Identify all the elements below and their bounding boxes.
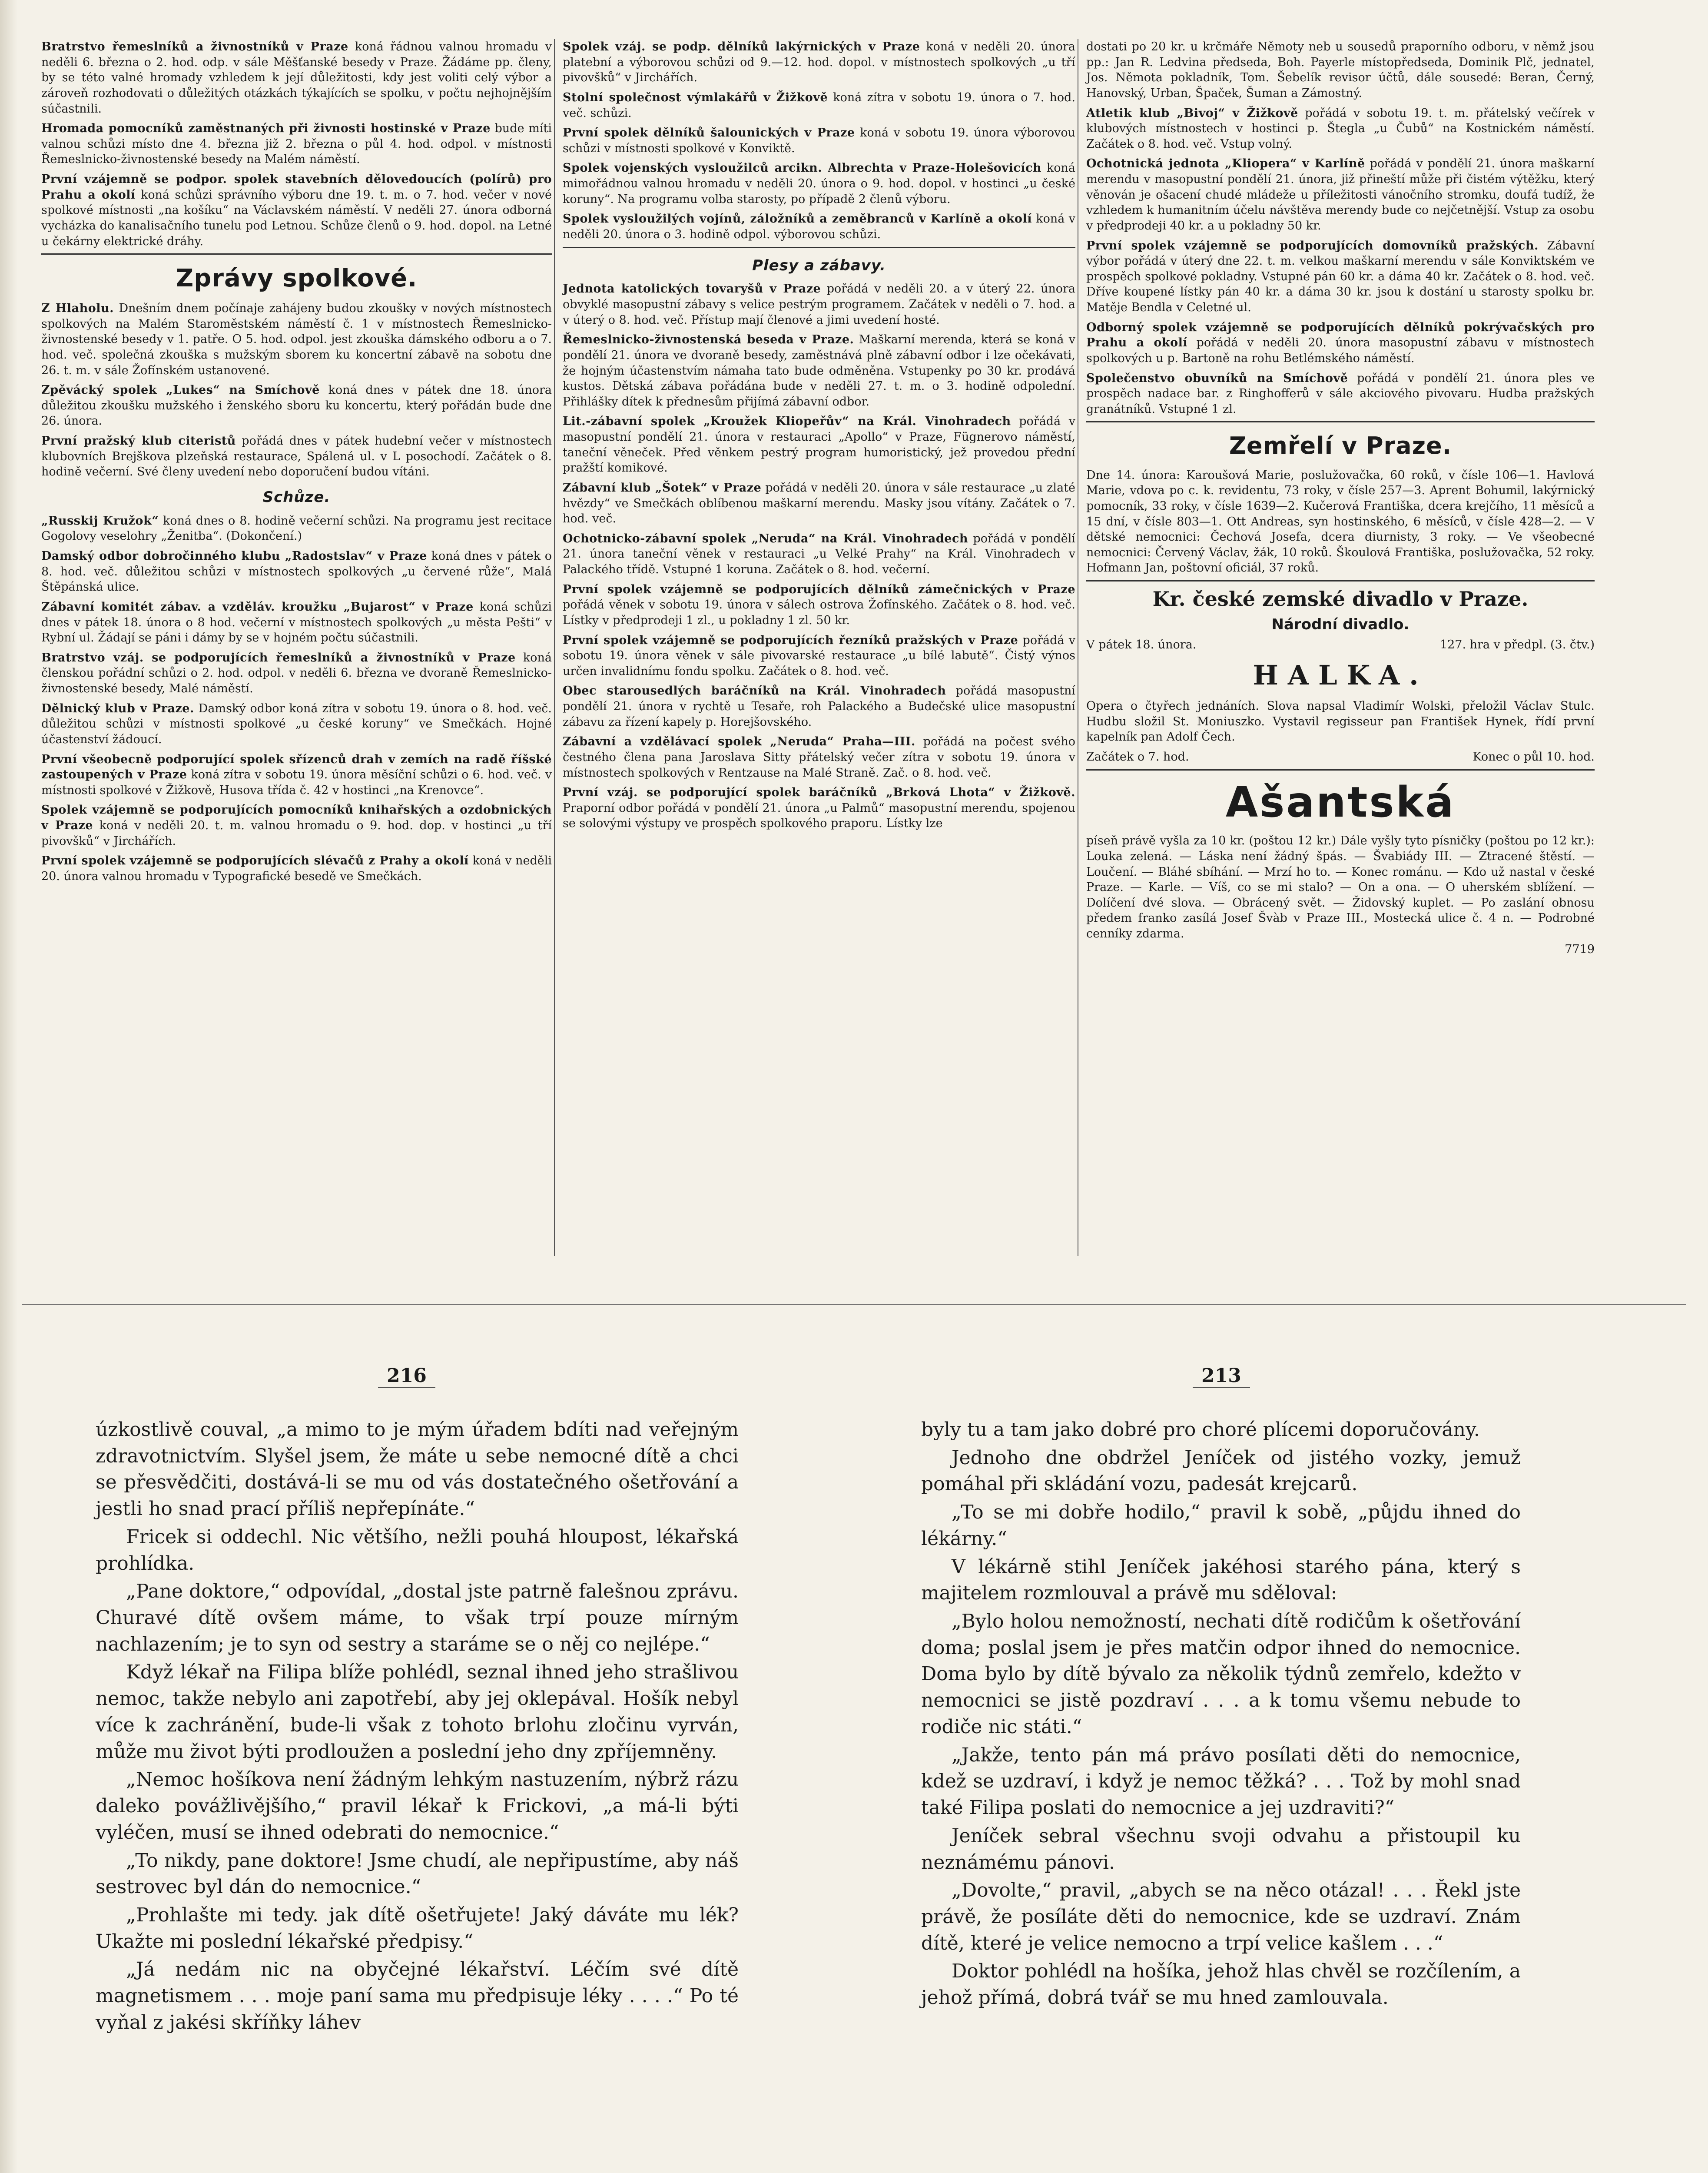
theatre-subheading: Národní divadlo. [1271, 615, 1410, 633]
notice-lead: Obec starousedlých baráčníků na Král. Vinohradech [563, 684, 946, 698]
section-rule [41, 253, 552, 255]
notice-text: pořádá v neděli 20. února v sále restaurace „u zlaté hvězdy“ ve Smečkách oblíbenou maškarní merendu. Masky jsou vítány. Začátek o 7. hod. več. [563, 481, 1075, 526]
notice-lead: Zábavní komitét zábav. a vzděláv. kroužku „Bujarost“ v Praze [41, 600, 474, 614]
notices-group-1a [41, 39, 552, 249]
notice-text: pořádá v pondělí 21. února ples ve prospěch nadace bar. z Ringhofferů v sále akciového pivovaru. Hudba pražských granátníků. Vstupné 1 zl. [1086, 371, 1595, 416]
notice-item [1086, 238, 1595, 316]
notice-lead: První vzáj. se podporující spolek baráčníků „Brková Lhota“ v Žižkově. [563, 786, 1075, 800]
notice-text: Zábavní výbor pořádá v úterý dne 22. t. m. velkou maškarní merendu v sále Konviktském ve prospěch spolkové pokladny. Vstupné pán 60 kr. a dáma 40 kr. Začátek o 8. hod. več. Dříve koupené lístky pán 40 kr. a dáma 30 kr. jsou k dostání u starosty spolku br. Matěje Bendla v Celetné ul. [1086, 239, 1595, 314]
notice-item [41, 172, 552, 249]
book-paragraph: Fricek si oddechl. Nic většího, nežli pouhá hloupost, lékařská prohlídka. [96, 1525, 739, 1575]
notice-text: koná řádnou valnou hromadu v neděli 6. března o 2. hod. odp. v sále Měšťanské besedy v Praze. Žádáme pp. členy, by se této valné hromady vzhledem k její důležitosti, kdy jest voliti celý výbor a zároveň rozhodovati o důležitých otázkách týkajících se spolku, v počtu nejhojnějším súčastnili. [41, 40, 552, 116]
notice-text: koná zítra v sobotu 19. února o 7. hod. več. schůzi. [563, 90, 1075, 120]
notice-lead: První spolek dělníků šalounických v Praze [563, 126, 855, 140]
column-3 [1078, 39, 1595, 1256]
notice-item [563, 332, 1075, 409]
notice-text: koná dnes v pátek o 8. hod. več. důležitou schůzi v místnostech spolkových „u červené růže“, Malá Štěpánská ulice. [41, 549, 552, 594]
notice-item [1086, 320, 1595, 366]
notice-lead: Stolní společnost výmlakářů v Žižkově [563, 90, 828, 104]
notice-lead: „Russkij Kružok“ [41, 514, 159, 528]
book-paragraph: „To nikdy, pane doktore! Jsme chudí, ale nepřipustíme, aby náš sestrovec byl dán do nemocnice.“ [96, 1849, 739, 1898]
notice-item [1086, 39, 1595, 101]
notice-lead: Dělnický klub v Praze. [41, 701, 194, 715]
notice-text: koná členskou pořádní schůzi o 2. hod. odpol. v neděli 6. března ve dvoraně Řemeslnicko-živnostenské besedy, Malé náměstí. [41, 651, 552, 696]
notice-lead: Spolek vysloužilých vojínů, záložníků a zeměbranců v Karlíně a okolí [563, 212, 1032, 226]
section-rule [1086, 421, 1595, 422]
book-paragraph: V lékárně stihl Jeníček jakéhosi starého pána, který s majitelem rozmlouval a právě mu sděloval: [921, 1555, 1521, 1605]
notice-text: pořádá na počest svého čestného člena pana Jaroslava Sitty přátelský večer zítra v sobotu 19. února v místnostech spolkových v Rentzause na Malé Straně. Zač. o 8. hod. več. [563, 735, 1075, 780]
notices-group-1b [41, 301, 552, 480]
notice-lead: Ochotnicko-zábavní spolek „Neruda“ na Král. Vinohradech [563, 532, 968, 545]
notice-item [41, 802, 552, 849]
notices-group-2a [563, 39, 1075, 243]
ad-title: Ašantská [1225, 777, 1456, 827]
book-paragraph: Jeníček sebral všechnu svoji odvahu a přistoupil ku neznámému pánovi. [921, 1824, 1521, 1874]
theatre-start: Začátek o 7. hod. [1086, 750, 1189, 764]
notice-item [41, 548, 552, 595]
notice-item [563, 125, 1075, 156]
notice-lead: Atletik klub „Bivoj“ v Žižkově [1086, 106, 1298, 120]
notice-item [563, 90, 1075, 121]
notice-text: dostati po 20 kr. u krčmáře Němoty neb u sousedů praporního odboru, v němž jsou pp.: Jan R. Ledvina předseda, Boh. Payerle místopředseda, Dominik Plč, jednatel, Jos. Němota pokladník, Tom. Šebelík revisor účtů, dále sousedé: Beran, Černý, Hanovský, Urban, Špaček, Šuman a Zámostný. [1086, 40, 1595, 100]
notices-group-2b [563, 281, 1075, 831]
book-paragraph: „Prohlašte mi tedy. jak dítě ošetřujete! Jaký dáváte mu lék? Ukažte mi poslední lékařské předpisy.“ [96, 1904, 739, 1953]
notice-item [563, 683, 1075, 730]
book-paragraph: „Já nedám nic na obyčejné lékařství. Léčím své dítě magnetismem . . . moje paní sama mu předpisuje léky . . . .“ Po té vyňal z jakési skříňky láhev [96, 1958, 739, 2033]
notice-item [563, 633, 1075, 679]
heading-schuze: Schůze. [262, 488, 331, 506]
notice-text: koná schůzi dnes v pátek 18. února o 8 hod. večerní v místnostech spolkových „u města Pešti“ v Rybní ul. Žádají se páni i dámy by se v hojném počtu súčastnili. [41, 600, 552, 645]
notice-item [41, 650, 552, 697]
deaths-list: Dne 14. února: Karoušová Marie, poslužovačka, 60 roků, v čísle 106—1. Havlová Marie, vdova po c. k. revidentu, 73 roky, v čísle 257—3. Aprent Bohumil, lakýrnický pomocník, 33 roky, v čísle 1639—2. Kučerová Františka, dcera krejčího, 11 měsíců a 15 dní, v čísle 803—1. Ott Andreas, syn hostinského, 6 měsíců, v čísle 428—2. — V dětské nemocnici: Čechová Josefa, dcera diurnisty, 3 roky. — Ve všeobecné nemocnici: Červený Václav, žák, 10 roků. Škoulová Františka, poslužovačka, 52 roky. Hofmann Jan, poštovní oficiál, 37 roků. [1086, 468, 1595, 575]
notice-lead: Řemeslnicko-živnostenská beseda v Praze. [563, 333, 854, 347]
notice-item [41, 752, 552, 798]
notices-group-1c [41, 513, 552, 884]
notice-item [1086, 156, 1595, 233]
notice-text: koná mimořádnou valnou hromadu v neděli 20. února o 9. hod. dopol. v hostinci „u české koruny“. Na programu volba starosty, po případě 2 členů výboru. [563, 161, 1075, 206]
notice-lead: První pražský klub citeristů [41, 434, 236, 448]
notice-lead: První vzájemně se podpor. spolek stavebních dělovedoucích (polírů) pro Prahu a okolí [41, 173, 552, 202]
opera-title: HALKA. [1253, 659, 1428, 691]
notice-item [41, 433, 552, 480]
section-rule [1086, 580, 1595, 581]
notice-item [41, 599, 552, 646]
notice-lead: První spolek vzájemně se podporujících domovníků pražských. [1086, 239, 1539, 253]
theatre-end: Konec o půl 10. hod. [1473, 750, 1595, 764]
opera-description: Opera o čtyřech jednáních. Slova napsal Vladimír Wolski, přeložil Václav Stulc. Hudbu složil St. Moniuszko. Vystavil regisseur pan František Hynek, řídí první kapelník pan Adolf Čech. [1086, 699, 1595, 744]
notice-text: koná v neděli 20. února valnou hromadu v Typografické besedě ve Smečkách. [41, 854, 552, 883]
notice-text: Damský odbor koná zítra v sobotu 19. února o 8. hod. več. důležitou schůzi v místnosti spolkové „u české koruny“ ve Smečkách. Hojné účastenství žádoucí. [41, 701, 552, 746]
notice-item [563, 785, 1075, 831]
notice-item [563, 531, 1075, 578]
book-paragraph: úzkostlivě couval, „a mimo to je mým úřadem bdíti nad veřejným zdravotnictvím. Slyšel jsem, že máte u sebe nemocné dítě a chci se přesvědčiti, dostává-li se mu od vás dostatečného ošetřování a jestli ho snad prací příliš nepřepínáte.“ [96, 1419, 739, 1520]
notice-text: koná zítra v sobotu 19. února měsíční schůzi o 6. hod. več. v místnosti spolkové v Žižkově, Husova třída č. 42 v hostinci „na Krenovce“. [41, 768, 552, 797]
book-paragraph: „Dovolte,“ pravil, „abych se na něco otázal! . . . Řekl jste právě, že posíláte děti do nemocnice, kde se uzdraví. Znám dítě, které je velice nemocno a trpí velice kašlem . . .“ [921, 1879, 1521, 1954]
page-divider [22, 1304, 1686, 1305]
heading-plesy-a-zabavy: Plesy a zábavy. [752, 256, 886, 274]
book-paragraph: „Nemoc hošíkova není žádným lehkým nastuzením, nýbrž rázu daleko povážlivějšího,“ pravil lékař k Frickovi, „a má-li býti vyléčen, musí se ihned odebrati do nemocnice.“ [96, 1768, 739, 1844]
notice-text: pořádá věnek v sobotu 19. února v sálech ostrova Žofínského. Začátek o 8. hod. več. Lístky v předprodeji 1 zl., u pokladny 1 zl. 50 kr. [563, 598, 1075, 627]
notice-lead: Bratrstvo vzáj. se podporujících řemeslníků a živnostníků v Praze [41, 651, 516, 665]
left-page-number: 216 [378, 1365, 435, 1388]
notice-text: pořádá v neděli 20. a v úterý 22. února obvyklé masopustní zábavy s velice pestrým programem. Začátek v neděli o 7. hod. a v úterý o 8. hod. več. Přístup mají členové a jimi uvedení hosté. [563, 282, 1075, 327]
theatre-date-row [1086, 637, 1595, 653]
notice-text: pořádá v pondělí 21. února taneční věnek v restauraci „u Velké Prahy“ na Král. Vinohradech v Palackého třídě. Vstupné 1 koruna. Začátek o 8. hod. večerní. [563, 532, 1075, 576]
heading-zpravy-spolkove: Zprávy spolkové. [176, 264, 418, 293]
notice-lead: Hromada pomocníků zaměstnaných při živnosti hostinské v Praze [41, 122, 491, 136]
notice-item [41, 301, 552, 378]
notice-item [563, 39, 1075, 86]
book-paragraph: Doktor pohlédl na hošíka, jehož hlas chvěl se rozčílením, a jehož přímá, dobrá tvář se mu hned zamlouvala. [921, 1960, 1521, 2009]
book-paragraph: „Bylo holou nemožností, nechati dítě rodičům k ošetřování doma; poslal jsem je přes matčin odpor ihned do nemocnice. Doma bylo by dítě bývalo za několik týdnů zemřelo, kdežto v nemocnici se jistě pozdraví . . . a k tomu všemu nebude to rodiče nic státi.“ [921, 1610, 1521, 1738]
book-paragraph: „Pane doktore,“ odpovídal, „dostal jste patrně falešnou zprávu. Churavé dítě ovšem máme, to však trpí pouze mírným nachlazením; je to syn od sestry a staráme se o něj co nejlépe.“ [96, 1580, 739, 1655]
notice-item [41, 853, 552, 884]
notice-lead: První všeobecně podporující spolek sřízenců drah v zemích na radě říšské zastoupených v Praze [41, 752, 552, 782]
notice-lead: Zábavní klub „Šotek“ v Praze [563, 481, 762, 495]
notice-text: pořádá masopustní pondělí 21. února v rychtě u Tesaře, roh Palackého a Budečské ulice masopustní zábavu za řízení kapely p. Horejšovského. [563, 684, 1075, 729]
book-paragraph: „Jakže, tento pán má právo posílati děti do nemocnice, kdež se uzdraví, i když je nemoc těžká? . . . Tož by mohl snad také Filipa poslati do nemocnice a jej uzdraviti?“ [921, 1744, 1521, 1819]
notice-text: bude míti valnou schůzi místo dne 4. března již 2. března o půl 4. hod. odpol. v místnosti Řemeslnicko-živnostenské besedy na Malém náměstí. [41, 122, 552, 166]
notice-text: pořádá v pondělí 21. února maškarní merendu v masopustní pondělí 21. února, již přineští může při čistém výtěžku, který věnován je ošacení chudé mládeže u příležitosti vánočního stromku, doufá tudíž, že vzhledem k humanitním účelu návštěva merendy bude co nejčetnější. Vstup za osobu v předprodeji 40 kr. a u pokladny 50 kr. [1086, 157, 1595, 233]
notice-lead: První spolek vzájemně se podporujících slévačů z Prahy a okolí [41, 854, 469, 868]
right-page-number: 213 [1193, 1365, 1250, 1388]
notice-text: koná schůzi správního výboru dne 19. t. m. o 7. hod. večer v nové spolkové místnosti „na košíku“ na Václavském náměstí. V neděli 27. února odborná vycházka do kanalisačního tunelu pod Letnou. Schůze členů o 9. hod. dopol. na Letné u čekárny elektrické dráhy. [41, 188, 552, 248]
column-1 [41, 39, 552, 1169]
notice-text: koná v neděli 20. února o 3. hodině odpol. výborovou schůzi. [563, 212, 1075, 241]
book-page-right [921, 1417, 1521, 2013]
book-paragraph: Když lékař na Filipa blíže pohlédl, seznal ihned jeho strašlivou nemoc, takže nebylo ani zapotřebí, aby jej oklepával. Hošík nebyl více k zachránění, bude-li však z tohoto brlohu zločinu vyrván, může mu život býti prodloužen a poslední jeho dny zpříjemněny. [96, 1661, 739, 1763]
notice-text: koná v neděli 20. t. m. valnou hromadu o 9. hod. dop. v hostinci „u tří pivovšků“ v Jirchářích. [41, 819, 552, 848]
section-rule [1086, 769, 1595, 771]
notice-item [563, 734, 1075, 781]
book-page-left [96, 1417, 739, 2038]
notice-lead: Bratrstvo řemeslníků a živnostníků v Praze [41, 40, 348, 53]
notice-item [41, 513, 552, 544]
notice-lead: Spolek vojenských vysloužilců arcikn. Albrechta v Praze-Holešovicích [563, 161, 1042, 175]
notice-lead: Z Hlaholu. [41, 302, 114, 316]
notice-text: koná v neděli 20. února platební a výborovou schůzi od 9.—12. hod. dopol. v místnostech spolkových „u tří pivovšků“ v Jirchářích. [563, 40, 1075, 85]
notice-text: Maškarní merenda, která se koná v pondělí 21. února ve dvoraně besedy, zaměstnává plně zábavní odbor i lze očekávati, že hojným účastenstvím námaha tato bude odměněna. Vstupenky po 30 kr. prodává kustos. Dětská zábava pořádána bude v neděli 27. t. m. o 3. hodině odpolední. Přihlášky dítek k přednesům přijímá zábavní odbor. [563, 333, 1075, 409]
book-paragraph: „To se mi dobře hodilo,“ pravil k sobě, „půjdu ihned do lékárny.“ [921, 1501, 1521, 1550]
notice-item [41, 39, 552, 116]
notice-text: pořádá v sobotu 19. t. m. přátelský večírek v klubových místnostech v hostinci p. Štegla „u Čubů“ na Kostnickém náměstí. Začátek o 8. hod. več. Vstup volný. [1086, 106, 1595, 151]
notice-text: pořádá v masopustní pondělí 21. února v restauraci „Apollo“ v Praze, Fügnerovo náměstí, taneční věneček. Před věnkem pestrý program humoristický, jež provedou přední pražští komikové. [563, 415, 1075, 475]
notice-item [563, 160, 1075, 207]
notice-item [563, 582, 1075, 628]
notice-item [41, 701, 552, 748]
notice-lead: První spolek vzájemně se podporujících dělníků zámečnických v Praze [563, 582, 1075, 596]
notice-item [1086, 106, 1595, 152]
notice-text: koná dnes o 8. hodině večerní schůzi. Na programu jest recitace Gogolovy veselohry „Ženitba“. (Dokončení.) [41, 514, 552, 543]
notice-lead: Jednota katolických tovaryšů v Praze [563, 282, 821, 296]
theatre-times-row [1086, 749, 1595, 765]
notice-lead: Odborný spolek vzájemně se podporujících dělníků pokrývačských pro Prahu a okolí [1086, 320, 1595, 350]
notice-item [563, 211, 1075, 242]
notice-text: Praporní odbor pořádá v pondělí 21. února „u Palmů“ masopustní merendu, spojenou se solovými výstupy ve prospěch spolkového praporu. Lístky lze [563, 801, 1075, 831]
notice-item [563, 414, 1075, 476]
book-paragraph: Jednoho dne obdržel Jeníček od jistého vozky, jemuž pomáhal při skládání vozu, padesát krejcarů. [921, 1446, 1521, 1495]
notice-lead: Zpěvácký spolek „Lukes“ na Smíchově [41, 383, 320, 397]
notice-item [41, 121, 552, 167]
page-edge-shadow [0, 0, 17, 2173]
notice-item [563, 480, 1075, 527]
theatre-performance: 127. hra v předpl. (3. čtv.) [1439, 638, 1595, 651]
notice-text: koná v sobotu 19. února výborovou schůzi v místnosti spolkové v Konviktě. [563, 126, 1075, 155]
notice-lead: Spolek vzáj. se podp. dělníků lakýrnických v Praze [563, 40, 920, 53]
notice-text: pořádá dnes v pátek hudební večer v místnostech klubovních Brejškova plzeňská restaurace, Spálená ul. v L posochodí. Začátek o 8. hodině večerní. Své členy uvedení nebo doporučení budou vítáni. [41, 434, 552, 479]
notice-item [1086, 371, 1595, 417]
book-paragraph: byly tu a tam jako dobré pro choré plícemi doporučovány. [921, 1419, 1480, 1441]
notice-lead: Lit.-zábavní spolek „Kroužek Kliopeřův“ na Král. Vinohradech [563, 415, 1011, 429]
section-rule [563, 247, 1075, 248]
notice-text: pořádá v neděli 20. února masopustní zábavu v místnostech spolkových u p. Bartoně na rohu Betlémského náměstí. [1086, 336, 1595, 365]
ad-code: 7719 [1565, 942, 1595, 956]
notices-group-3a [1086, 39, 1595, 417]
notice-item [41, 382, 552, 429]
notice-lead: Spolek vzájemně se podporujících pomocníků knihařských a ozdobnických v Praze [41, 803, 552, 833]
heading-zemreli-v-praze: Zemřelí v Praze. [1229, 432, 1452, 460]
notice-text: koná dnes v pátek dne 18. února důležitou zkoušku mužského i ženského sboru ku koncertu, který pořádán bude dne 26. února. [41, 383, 552, 428]
notice-text: Dnešním dnem počínaje zahájeny budou zkoušky v nových místnostech spolkových na Malém Staroměstském náměstí č. 1 v místnostech Řemeslnicko-živnostenské besedy v 1. patře. O 5. hod. odpol. jest zkouška dámského odboru a o 7. hod. več. společná zkouška s mužským sborem ku koncertní zábavě na sobotu dne 26. t. m. v sále Žofínském ustanovené. [41, 302, 552, 377]
notice-lead: Damský odbor dobročinného klubu „Radostslav“ v Praze [41, 549, 427, 563]
notice-lead: Zábavní a vzdělávací spolek „Neruda“ Praha—III. [563, 735, 915, 749]
notice-text: pořádá v sobotu 19. února věnek v sále pivovarské restaurace „u bílé labutě“. Čistý výnos určen invalidnímu fondu spolku. Začátek o 8. hod. več. [563, 633, 1075, 678]
theatre-date: V pátek 18. února. [1086, 638, 1197, 651]
ad-body: píseň právě vyšla za 10 kr. (poštou 12 kr.) Dále vyšly tyto písničky (poštou po 12 kr.): Louka zelená. — Láska není žádný špás. — Švabiády III. — Ztracené štěstí. — Loučení. — Bláhé sbíhání. — Mrzí ho to. — Konec románu. — Kdo už nastal v české Praze. — Karle. — Víš, co se mi stalo? — On a ona. — O uherském sblížení. — Dolíčení dvé slova. — Obrácený svět. — Židovský kuplet. — Po zaslání obnosu předem franko zasílá Josef Švàb v Praze III., Mostecká ulice č. 4 n. — Podrobné cenníky zdarma. [1086, 834, 1595, 941]
notice-lead: Ochotnická jednota „Kliopera“ v Karlíně [1086, 157, 1365, 171]
notice-lead: První spolek vzájemně se podporujících řezníků pražských v Praze [563, 633, 1018, 647]
notice-item [563, 281, 1075, 328]
notice-lead: Společenstvo obuvníků na Smíchově [1086, 371, 1348, 385]
theatre-heading: Kr. české zemské divadlo v Praze. [1152, 587, 1529, 611]
column-2 [554, 39, 1075, 1256]
